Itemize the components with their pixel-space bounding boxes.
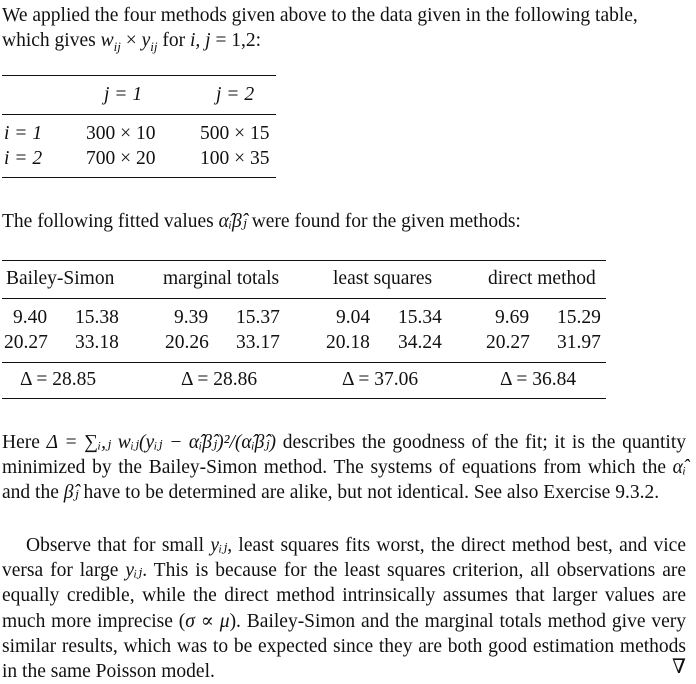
table2-cell: 9.69 xyxy=(495,307,530,328)
table2-cell: 20.26 xyxy=(165,332,209,353)
intro-w-sub: ij xyxy=(113,38,121,54)
table1-header-j2: j = 2 xyxy=(216,84,255,105)
table2-header-rule xyxy=(2,298,606,299)
intro-line-1: We applied the four methods given above to the data given in the following table, xyxy=(2,5,638,26)
yij-large: yᵢⱼ xyxy=(125,560,143,582)
paragraph-observations xyxy=(2,533,686,684)
table2-delta-marginal-totals: Δ = 28.86 xyxy=(181,369,258,390)
para1-end: have to be determined are alike, but not identical. See also Exercise 9.3.2. xyxy=(78,482,660,504)
table1-bottom-rule xyxy=(2,177,276,178)
para1-and-the: and the xyxy=(2,482,64,504)
intro-ij: i, j xyxy=(189,30,211,51)
intro-w: w xyxy=(100,30,114,51)
table2-cell: 20.27 xyxy=(486,332,530,353)
table2-header-marginal-totals: marginal totals xyxy=(163,268,280,289)
table2-cell: 15.38 xyxy=(75,307,119,328)
para2-part4: ). Bailey-Simon and the marginal totals method give very similar results, which was to be expected since they are both good estimation methods in the same Poisson model. xyxy=(2,610,686,683)
table1-cell-2-2: 100 × 35 xyxy=(200,148,270,169)
table2-cell: 15.34 xyxy=(398,307,442,328)
paragraph-goodness-of-fit xyxy=(2,430,686,506)
table2-delta-rule xyxy=(2,362,606,363)
table2-bottom-rule xyxy=(2,398,606,399)
table2-delta-least-squares: Δ = 37.06 xyxy=(342,369,419,390)
para2-part1: Observe that for small xyxy=(26,535,211,556)
para1-rest: describes the goodness of the fit; it is the quantity minimized by the Bailey-Simon method. The systems of equations from which the xyxy=(2,432,686,479)
alpha-hat: α̂ᵢ xyxy=(672,457,686,479)
table2-cell: 9.39 xyxy=(174,307,209,328)
intro-y: y xyxy=(141,30,151,51)
table2-cell: 15.29 xyxy=(557,307,601,328)
table2-delta-bailey-simon: Δ = 28.85 xyxy=(20,369,97,390)
table1-top-rule xyxy=(2,75,276,76)
para2-part3: . This is because for the least squares criterion, all observations are equally credible, while the direct method intrinsically assumes that larger values are much more imprecise ( xyxy=(2,560,686,632)
fitted-symbol: α̂ᵢβ̂ⱼ xyxy=(218,211,247,232)
table2-cell: 15.37 xyxy=(236,307,280,328)
table2-cell: 33.17 xyxy=(236,332,280,353)
table1-mid-rule xyxy=(2,114,276,115)
fitted-intro-suffix: were found for the given methods: xyxy=(251,211,521,232)
fitted-intro xyxy=(2,209,521,233)
table2-cell: 31.97 xyxy=(557,332,601,353)
table2-cell: 9.04 xyxy=(336,307,371,328)
table2-cell: 34.24 xyxy=(398,332,442,353)
para2-part2: , least squares fits worst, the direct method best, and vice versa for large xyxy=(2,535,686,582)
table2-header-least-squares: least squares xyxy=(333,268,433,289)
yij-small: yᵢⱼ xyxy=(210,535,228,556)
intro-line-2 xyxy=(2,30,261,55)
table1-cell-2-1: 700 × 20 xyxy=(86,148,156,169)
table1-row-label-1: i = 1 xyxy=(4,123,43,144)
intro-range: = 1,2: xyxy=(210,30,262,51)
table1-header-j1: j = 1 xyxy=(104,84,143,105)
para1-start: Here xyxy=(2,432,47,453)
table2-header-direct-method: direct method xyxy=(488,268,596,289)
intro-for: for xyxy=(157,30,190,51)
delta-formula: Δ = ∑ᵢ,ⱼ wᵢⱼ(yᵢⱼ − α̂ᵢβ̂ⱼ)²/(α̂ᵢβ̂ⱼ) xyxy=(46,432,277,453)
table2-cell: 33.18 xyxy=(75,332,119,353)
table2-top-rule xyxy=(2,260,606,261)
sigma-prop-mu: σ ∝ μ xyxy=(185,610,230,632)
fitted-intro-prefix: The following fitted values xyxy=(2,211,214,232)
table2-cell: 9.40 xyxy=(13,307,48,328)
table1-row-label-2: i = 2 xyxy=(4,148,43,169)
table2-header-bailey-simon: Bailey-Simon xyxy=(6,268,115,289)
table2-cell: 20.27 xyxy=(4,332,48,353)
beta-hat: β̂ⱼ xyxy=(63,482,79,504)
intro-times: × xyxy=(120,30,142,51)
table2-delta-direct-method: Δ = 36.84 xyxy=(500,369,577,390)
intro-line-2-prefix: which gives xyxy=(2,30,96,51)
table2-cell: 20.18 xyxy=(326,332,370,353)
end-of-example-mark: ∇ xyxy=(672,656,686,678)
table1-cell-1-2: 500 × 15 xyxy=(200,123,270,144)
intro-y-sub: ij xyxy=(150,38,158,54)
table1-cell-1-1: 300 × 10 xyxy=(86,123,156,144)
